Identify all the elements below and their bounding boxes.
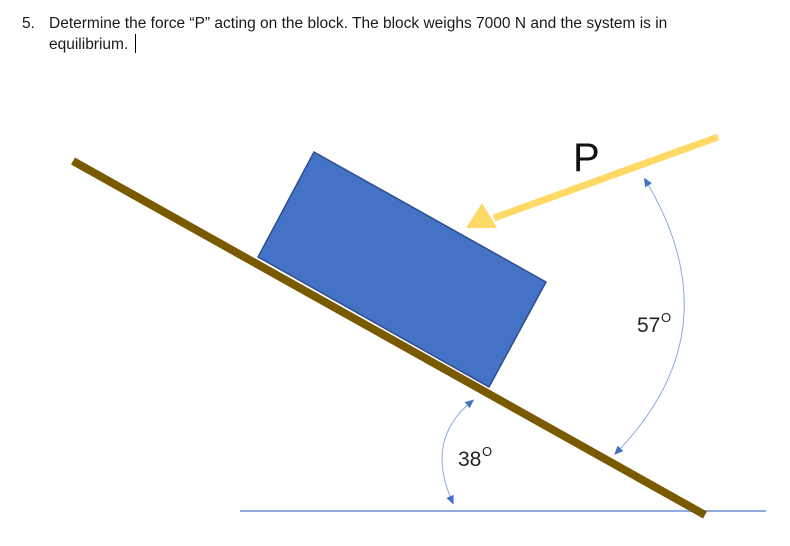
angle-57-value: 57 — [637, 314, 661, 337]
question-text: Determine the force “P” acting on the block. The block weighs 7000 N and the system is in equilibrium. — [49, 15, 668, 53]
angle-label-57 — [637, 310, 671, 337]
angle-38-value: 38 — [458, 448, 482, 471]
force-p-label: P — [573, 136, 600, 180]
block — [258, 152, 546, 387]
angle-label-38 — [458, 444, 492, 471]
angle-38-degree: O — [482, 444, 493, 459]
question-number: 5. — [22, 15, 35, 32]
angle-57-degree: O — [661, 310, 672, 325]
